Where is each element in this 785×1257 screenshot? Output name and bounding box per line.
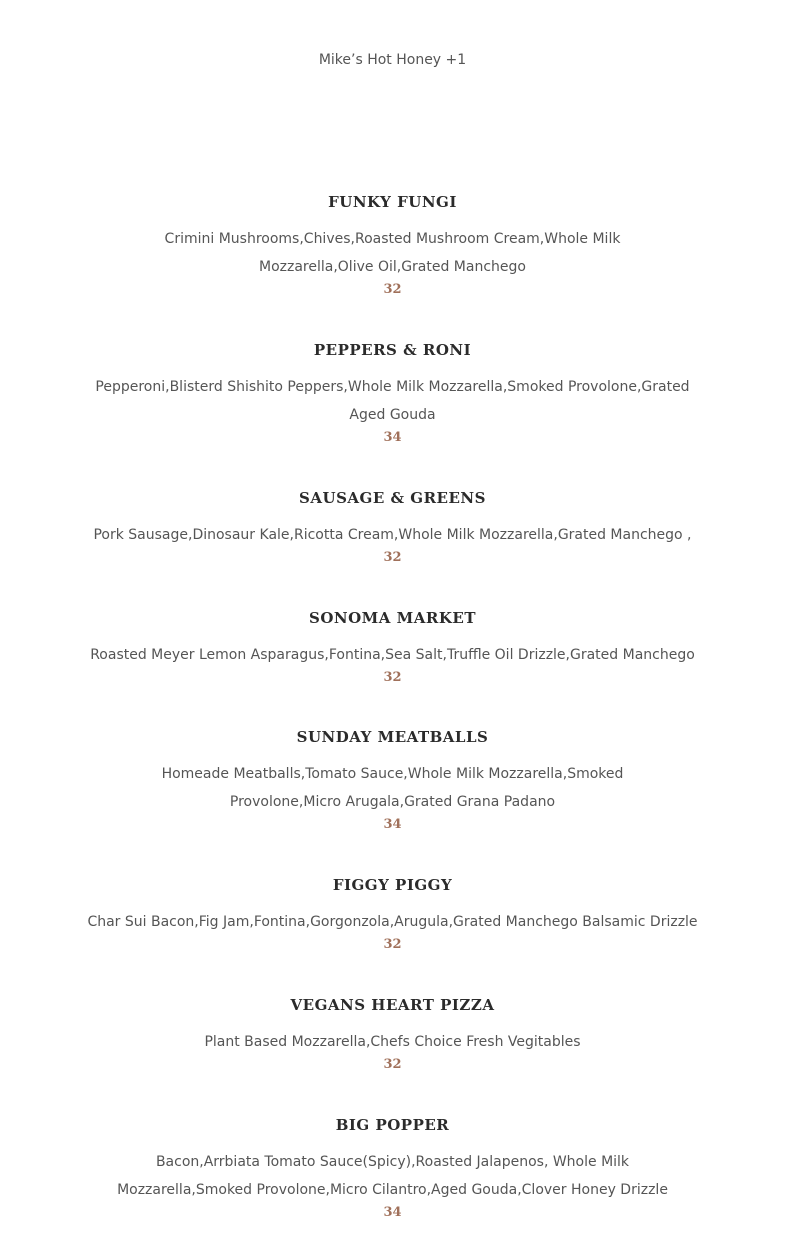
- menu-item-description: Plant Based Mozzarella,Chefs Choice Fresh Vegitables: [204, 1034, 581, 1050]
- menu-item-name: FUNKY FUNGI: [328, 193, 457, 211]
- menu-item-name: PEPPERS & RONI: [313, 341, 472, 359]
- menu-item-description: Pork Sausage,Dinosaur Kale,Ricotta Cream,Whole Milk Mozzarella,Grated Manchego ,: [93, 527, 692, 543]
- menu-item-funky-fungi: [80, 192, 705, 299]
- menu-item-sunday-meatballs: [80, 727, 705, 834]
- menu-item-description: Crimini Mushrooms,Chives,Roasted Mushroom Cream,Whole Milk Mozzarella,Olive Oil,Grated Manchego: [164, 231, 621, 275]
- menu-item-name: SONOMA MARKET: [309, 609, 476, 627]
- hot-honey-addon-note: Mike’s Hot Honey +1: [318, 52, 467, 68]
- menu-item-name: BIG POPPER: [335, 1116, 450, 1134]
- menu-item-price: 32: [383, 282, 402, 297]
- menu-item-name: VEGANS HEART PIZZA: [290, 996, 495, 1014]
- menu-item-big-popper: [80, 1115, 705, 1222]
- menu-item-description: Homeade Meatballs,Tomato Sauce,Whole Milk Mozzarella,Smoked Provolone,Micro Arugala,Grated Grana Padano: [161, 766, 624, 810]
- menu-item-name: SUNDAY MEATBALLS: [296, 728, 489, 746]
- menu-item-price: 32: [383, 1057, 402, 1072]
- menu-item-figgy-piggy: [80, 875, 705, 954]
- menu-item-price: 34: [383, 1205, 402, 1220]
- menu-item-price: 34: [383, 430, 402, 445]
- menu-item-vegans-heart-pizza: [80, 995, 705, 1074]
- menu-item-name: SAUSAGE & GREENS: [299, 489, 486, 507]
- menu-item-price: 32: [383, 937, 402, 952]
- menu-item-price: 34: [383, 817, 402, 832]
- menu-item-sonoma-market: [80, 608, 705, 687]
- menu-item-name: FIGGY PIGGY: [332, 876, 453, 894]
- menu-item-peppers-roni: [80, 340, 705, 447]
- menu-item-description: Pepperoni,Blisterd Shishito Peppers,Whole Milk Mozzarella,Smoked Provolone,Grated Aged Gouda: [95, 379, 690, 423]
- menu-item-sausage-greens: [80, 488, 705, 567]
- menu-item-price: 32: [383, 550, 402, 565]
- menu-item-description: Roasted Meyer Lemon Asparagus,Fontina,Sea Salt,Truffle Oil Drizzle,Grated Manchego: [90, 647, 695, 663]
- menu-item-description: Bacon,Arrbiata Tomato Sauce(Spicy),Roasted Jalapenos, Whole Milk Mozzarella,Smoked Provolone,Micro Cilantro,Aged Gouda,Clover Honey Drizzle: [117, 1154, 668, 1198]
- menu-item-description: Char Sui Bacon,Fig Jam,Fontina,Gorgonzola,Arugula,Grated Manchego Balsamic Drizzle: [87, 914, 698, 930]
- menu-item-price: 32: [383, 670, 402, 685]
